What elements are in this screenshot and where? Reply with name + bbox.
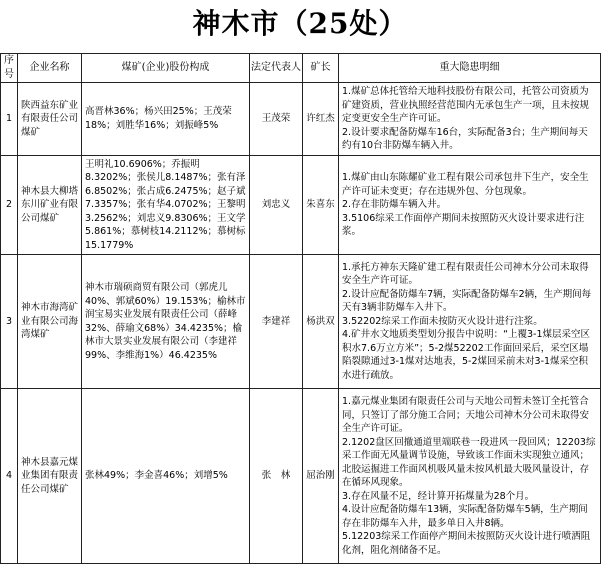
hazard-item: 4.矿井水文地质类型划分报告中说明：“上覆3-1煤层采空区积水7.6万立方米”；5-2煤52202工作面回采后，采空区塌陷裂隙通过3-1煤对达地表，5-2煤回采前未对3-1煤采空积水进行疏放。: [342, 329, 591, 381]
legal-representative: 刘忠义: [250, 155, 303, 255]
row-number: 3: [1, 255, 18, 389]
table-row: [1, 255, 601, 389]
row-number: 2: [1, 155, 18, 255]
mine-manager: 屈治刚: [303, 389, 339, 564]
legal-representative: 王茂荣: [250, 83, 303, 156]
row-number: 4: [1, 389, 18, 564]
hazard-item: 1.承托方神东天隆矿建工程有限责任公司神木分公司未取得安全生产许可证。: [342, 261, 589, 287]
hazard-details: [339, 389, 601, 564]
company-name: 神木市海湾矿业有限公司海湾煤矿: [18, 255, 82, 389]
hazard-item: 4.设计应配备防爆车13辆，实际配备防爆车5辆，生产期间存在非防爆车入井，最多单日入井8辆。: [342, 504, 588, 529]
hazard-item: 2.1202盘区回撤通道里端联巷一段进风一段回风；12203综采工作面无风量调节设施，导致该工作面未实现独立通风；北胶运掘进工作面风机吸风量未按风机最大吸风量设计，存在循环风现象。: [342, 436, 596, 488]
hazard-details: [339, 83, 601, 156]
hazard-item: 5.12203综采工作面停产期间未按照防灭火设计进行喷洒阻化剂，阻化剂储备不足。: [342, 531, 591, 556]
mine-manager: 杨洪双: [303, 255, 339, 389]
page-title: 神木市（25处）: [192, 7, 408, 40]
legal-representative: 李建祥: [250, 255, 303, 389]
table-row: [1, 155, 601, 255]
table-row: [1, 83, 601, 156]
table-row: [1, 389, 601, 564]
hazard-item: 2.设计应配备防爆车7辆，实际配备防爆车2辆，生产期间每天有3辆非防爆车入井下。: [342, 288, 592, 314]
hazard-item: 2.设计要求配备防爆车16台，实际配备3台；生产期间每天约有10台非防爆车辆入井。: [342, 126, 588, 151]
legal-representative: 张 林: [250, 389, 303, 564]
hazard-item: 3.52202综采工作面未按防灭火设计进行注浆。: [342, 315, 543, 327]
company-name: 神木县嘉元煤业集团有限责任公司煤矿: [18, 389, 82, 564]
hazard-item: 3.存在风量不足，经计算开拓煤量为28个月。: [342, 490, 535, 502]
header-hazards: 重大隐患明细: [339, 54, 601, 83]
hazard-item: 3.5106综采工作面停产期间未按照防灭火设计要求进行注浆。: [342, 212, 585, 237]
hazard-item: 1.煤矿由山东陈耀矿业工程有限公司承包井下生产，安全生产许可证未变更；存在违规外包、分包现象。: [342, 172, 589, 197]
company-name: 神木县大柳塔东川矿业有限公司煤矿: [18, 155, 82, 255]
header-mine-manager: 矿长: [303, 54, 339, 83]
hazard-details: [339, 255, 601, 389]
header-no: 序号: [1, 54, 18, 83]
company-name: 陕西益东矿业有限责任公司煤矿: [18, 83, 82, 156]
hazard-item: 1.煤矿总体托管给天地科技股份有限公司，托管公司资质为矿建资质，营业执照经营范围内无承包生产一项，且未按规定变更安全生产许可证。: [342, 86, 590, 124]
mine-manager: 许红杰: [303, 83, 339, 156]
hazard-table: [0, 53, 601, 564]
share-structure: 张林49%；李金喜46%；刘增5%: [82, 389, 250, 564]
hazard-item: 1.嘉元煤业集团有限责任公司与天地公司暂未签订全托管合同，只签订了部分施工合同；天地公司神木分公司未取得安全生产许可证。: [342, 396, 590, 434]
row-number: 1: [1, 83, 18, 156]
header-company: 企业名称: [18, 54, 82, 83]
hazard-item: 2.存在非防爆车辆入井。: [342, 199, 447, 210]
share-structure: 神木市瑞硕商贸有限公司（郭虎儿40%、郭斌60%）19.153%；榆林市润宝易实业发展有限责任公司（薛峰32%、薛瑜文68%）34.4235%；榆林市大景实业发展有限公司（李建祥99%、李维海1%）46.4235%: [82, 255, 250, 389]
hazard-details: [339, 155, 601, 255]
share-structure: 高晋林36%；杨兴田25%；王茂荣18%；刘胜华16%；刘振峰5%: [82, 83, 250, 156]
share-structure: 王明礼10.6906%；乔振明8.3202%；张侯儿8.1487%；张有泽6.8502%；张占成6.2475%；赵子斌7.3357%；张有华4.0702%；王黎明3.2562%；刘忠义9.8306%；王文学5.861%；慕树枝14.2112%；慕树标15.1779%: [82, 155, 250, 255]
header-legal-rep: 法定代表人: [250, 54, 303, 83]
header-shares: 煤矿(企业)股份构成: [82, 54, 250, 83]
mine-manager: 朱喜东: [303, 155, 339, 255]
table-header-row: [1, 54, 601, 83]
